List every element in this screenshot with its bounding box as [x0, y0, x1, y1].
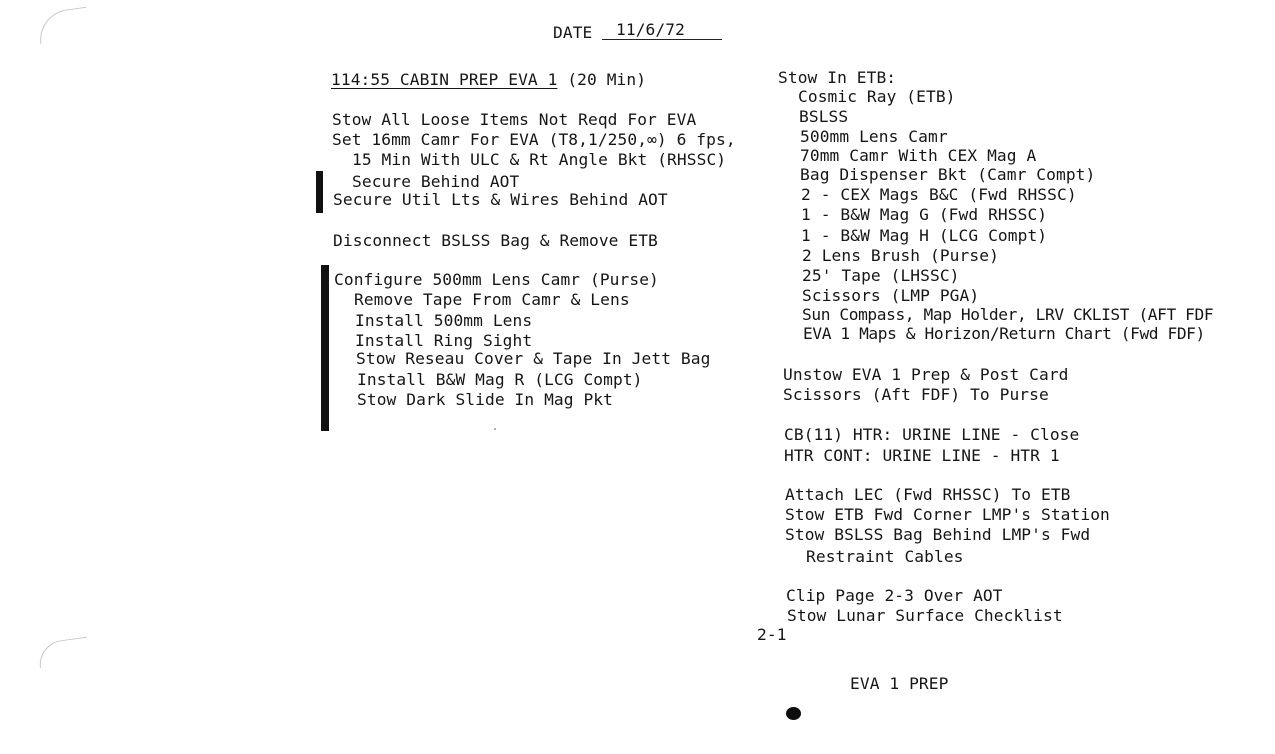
step-line: Unstow EVA 1 Prep & Post Card	[783, 365, 1069, 384]
step-line: Secure Util Lts & Wires Behind AOT	[333, 190, 668, 209]
stow-item: 2 - CEX Mags B&C (Fwd RHSSC)	[801, 185, 1077, 204]
heading-time-title: 114:55 CABIN PREP EVA 1	[331, 70, 558, 89]
step-line: Disconnect BSLSS Bag & Remove ETB	[333, 231, 658, 250]
date-label: DATE	[553, 23, 593, 42]
stow-item: 500mm Lens Camr	[800, 127, 948, 146]
stow-item: 1 - B&W Mag G (Fwd RHSSC)	[801, 205, 1048, 224]
step-line: 15 Min With ULC & Rt Angle Bkt (RHSSC)	[352, 150, 727, 169]
step-line: Clip Page 2-3 Over AOT	[786, 586, 1003, 605]
page-number: 2-1	[757, 625, 787, 644]
change-bar	[316, 171, 323, 213]
stow-item: 70mm Camr With CEX Mag A	[800, 146, 1037, 165]
step-line: Install 500mm Lens	[355, 311, 533, 330]
stow-item: 1 - B&W Mag H (LCG Compt)	[801, 226, 1048, 245]
step-line: Secure Behind AOT	[352, 172, 520, 191]
step-line: Scissors (Aft FDF) To Purse	[783, 385, 1049, 404]
hole-punch-arc-bottom	[37, 637, 91, 669]
stow-item: BSLSS	[799, 107, 849, 126]
step-line: Attach LEC (Fwd RHSSC) To ETB	[785, 485, 1071, 504]
step-line: Stow ETB Fwd Corner LMP's Station	[785, 505, 1110, 524]
date-value: 11/6/72	[616, 20, 685, 39]
stow-item: Scissors (LMP PGA)	[802, 286, 980, 305]
step-line: CB(11) HTR: URINE LINE - Close	[784, 425, 1080, 444]
section-title: EVA 1 PREP	[850, 674, 949, 693]
heading-duration: (20 Min)	[567, 70, 647, 89]
step-line: Stow Reseau Cover & Tape In Jett Bag	[356, 349, 711, 368]
step-line: Remove Tape From Camr & Lens	[354, 290, 630, 309]
stow-item: 2 Lens Brush (Purse)	[802, 246, 999, 265]
date-underline	[602, 39, 722, 40]
step-line: Set 16mm Camr For EVA (T8,1/250,∞) 6 fps,	[332, 130, 736, 149]
step-line: Install B&W Mag R (LCG Compt)	[357, 370, 643, 389]
stow-item: Sun Compass, Map Holder, LRV CKLIST (AFT FDF	[802, 305, 1214, 324]
stow-item: Bag Dispenser Bkt (Camr Compt)	[800, 165, 1096, 184]
stow-heading: Stow In ETB:	[778, 68, 897, 87]
hole-punch-arc-top	[36, 7, 91, 45]
stow-item: Cosmic Ray (ETB)	[798, 87, 956, 106]
step-line: Stow BSLSS Bag Behind LMP's Fwd	[785, 525, 1091, 544]
step-line: Stow Lunar Surface Checklist	[787, 606, 1063, 625]
step-line: HTR CONT: URINE LINE - HTR 1	[784, 446, 1060, 465]
step-line: Install Ring Sight	[355, 331, 533, 350]
step-line: Restraint Cables	[806, 547, 964, 566]
ink-dot	[786, 707, 801, 720]
change-bar	[321, 265, 329, 431]
stow-item: EVA 1 Maps & Horizon/Return Chart (Fwd FDF)	[803, 324, 1205, 343]
paper-speck	[494, 428, 496, 430]
stow-item: 25' Tape (LHSSC)	[802, 266, 960, 285]
step-line: Stow All Loose Items Not Reqd For EVA	[332, 110, 697, 129]
procedure-heading	[331, 70, 646, 90]
step-line: Configure 500mm Lens Camr (Purse)	[334, 270, 659, 289]
step-line: Stow Dark Slide In Mag Pkt	[357, 390, 613, 409]
